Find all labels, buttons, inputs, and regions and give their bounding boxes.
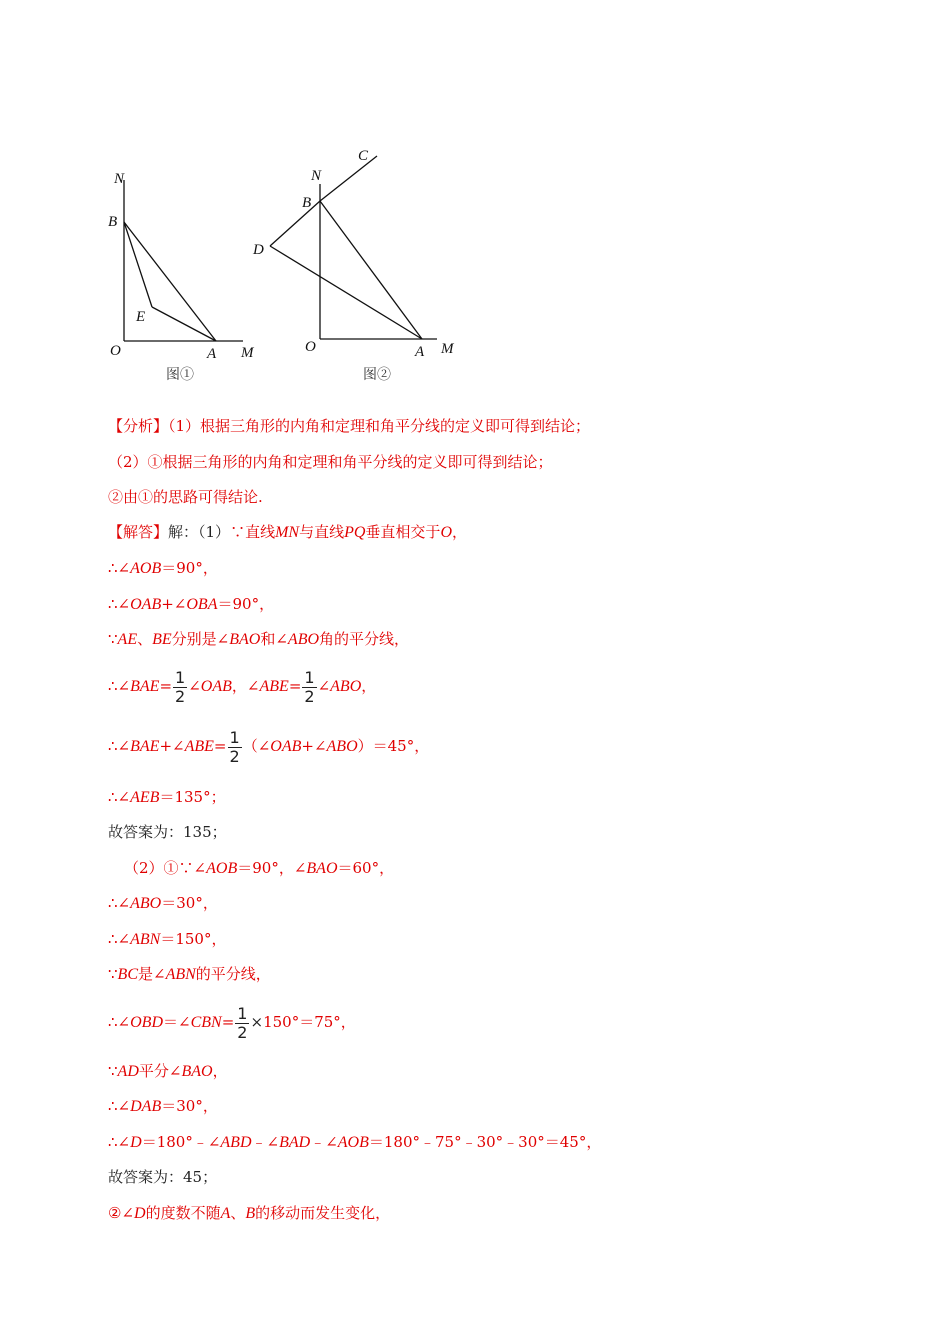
solution-line-3 [108,594,274,615]
var: AE [117,631,138,648]
solution-line-16 [108,1132,601,1153]
text: = [288,677,302,695]
text: 是∠ [138,965,166,983]
analysis-text-3: ②由①的思路可得结论. [108,488,263,506]
text: ∠ [317,677,331,695]
text: ∴∠ [108,788,131,806]
segment-ba [320,201,422,339]
text: +∠ [159,737,185,755]
var: OBA [186,596,218,613]
text: ＝180°﹣75°﹣30°﹣30°＝45°， [368,1133,602,1151]
solution-line-10 [108,893,218,914]
text: ∵ [108,1062,118,1080]
text: ∵ [108,630,118,648]
text: ＝90°， [217,595,275,613]
text: ， [452,523,468,541]
text: 的度数不随 [145,1204,221,1222]
figure-2 [240,140,470,390]
text: ∴∠ [108,930,131,948]
analysis-tag: 【分析】 [108,417,169,435]
text: ∴∠ [108,737,131,755]
var: BAE [130,738,160,755]
label-b: B [302,195,312,211]
fraction-half [235,1005,249,1042]
var: OAB [130,596,162,613]
analysis-text-1: （1）根据三角形的内角和定理和角平分线的定义即可得到结论； [168,417,591,435]
var: ABE [184,738,214,755]
segment-ea [152,307,216,341]
var: ABN [165,966,196,983]
text: ＝90°， [161,559,218,577]
solution-line-12 [108,964,271,985]
var: PQ [344,524,366,541]
solution-line-5 [108,666,376,707]
text: ∴∠ [108,894,131,912]
text: ②∠ [108,1204,135,1222]
fraction-half [302,669,316,706]
var: B [245,1205,256,1222]
text: = [159,677,173,695]
text: 分别是∠ [171,630,230,648]
var: ABO [330,678,362,695]
text: 与直线 [299,523,345,541]
var: BAD [279,1134,311,1151]
denominator: 2 [304,686,315,706]
var: AOB [337,1134,369,1151]
text: 的平分线， [195,965,271,983]
segment-da [270,246,422,339]
segment-bd [270,201,320,246]
text: ＝60°， [337,859,395,877]
text: ＝30°， [161,1097,218,1115]
label-n: N [311,168,322,184]
var: BC [117,966,138,983]
solution-line-17 [108,1167,217,1187]
solution-line-15 [108,1096,218,1117]
solution-line-18 [108,1203,390,1224]
text: 150°＝75°， [263,1013,356,1031]
label-e: E [136,309,146,325]
text: （2）①∵∠ [124,859,207,877]
label-o: O [305,339,316,355]
solution-line-6 [108,726,429,767]
var: DAB [130,1098,162,1115]
var: AOB [130,560,162,577]
solution-line-11 [108,929,226,950]
text: 、 [230,1204,246,1222]
solution-line-8 [108,822,227,842]
segment-be [124,222,152,307]
solution-line-7 [108,787,226,808]
analysis-line-2 [108,452,553,472]
text: ， [212,1062,228,1080]
var: OAB [200,678,232,695]
analysis-line-1 [108,416,590,436]
text: ∠ [188,677,201,695]
figure-2-diagram [240,140,470,390]
figure-1-caption: 图① [166,368,194,383]
answer-text: 故答案为：135； [108,823,227,841]
label-c: C [358,148,369,164]
text: ＝30°， [161,894,218,912]
solution-line-2 [108,558,218,579]
text: 垂直相交于 [365,523,441,541]
text: （∠ [242,737,271,755]
var: AOB [206,860,238,877]
text: ， [361,677,377,695]
text: ∴∠ [108,559,131,577]
solution-line-1 [108,522,467,543]
var: BE [152,631,172,648]
text: ＝180°﹣∠ [141,1133,221,1151]
solution-tag: 【解答】 [108,523,169,541]
var: BAO [229,631,261,648]
solution-line-4 [108,629,409,650]
figure-2-caption: 图② [363,368,391,383]
text: ﹣∠ [310,1133,338,1151]
solution-line-9 [124,858,394,879]
denominator: 2 [229,746,240,766]
text: ﹣∠ [251,1133,280,1151]
label-a: A [207,346,217,362]
label-o: O [110,343,121,359]
solution-line-14 [108,1061,228,1082]
ray-bc [320,156,377,201]
label-d: D [253,242,264,258]
var: CBN [190,1014,222,1031]
text: ∵直线 [230,523,276,541]
text: 解：（1） [168,523,231,541]
text: 、 [137,630,153,648]
label-m: M [241,345,254,361]
var: ABO [326,738,358,755]
text: = [221,1013,235,1031]
text: ∴∠ [108,1133,131,1151]
answer-text: 故答案为：45； [108,1168,218,1186]
var: D [130,1134,142,1151]
text: ＝150°， [160,930,227,948]
var: ABD [220,1134,252,1151]
denominator: 2 [175,686,186,706]
var: OBD [130,1014,164,1031]
var: AEB [130,789,160,806]
text: = [213,737,227,755]
text: ∵ [108,965,118,983]
label-n: N [114,171,125,187]
text: 平分∠ [138,1062,182,1080]
text: 的移动而发生变化， [255,1204,391,1222]
var: D [134,1205,146,1222]
var: AD [117,1063,139,1080]
text: ∴∠ [108,1013,131,1031]
var: ABO [287,631,320,648]
analysis-line-3 [108,487,263,507]
var: BAE [130,678,160,695]
text: ＝∠ [163,1013,191,1031]
var: ABN [130,931,161,948]
label-b: B [108,214,118,230]
var: BAO [306,860,338,877]
numerator: 1 [175,667,186,687]
denominator: 2 [237,1022,248,1042]
text: ＝135°； [159,788,226,806]
text: ∴∠ [108,595,131,613]
label-a: A [415,344,425,360]
fraction-half [228,729,242,766]
var: OAB [270,738,302,755]
text: ，∠ [231,677,260,695]
var: ABO [130,895,162,912]
text: ＝90°，∠ [237,859,307,877]
label-m: M [441,341,454,357]
numerator: 1 [229,727,240,747]
text: ∴∠ [108,677,131,695]
text: ）＝45°， [357,737,430,755]
numerator: 1 [304,667,315,687]
solution-line-13 [108,1002,356,1043]
text: +∠ [301,737,327,755]
text: 和∠ [260,630,288,648]
var: MN [275,524,300,541]
text: ∴∠ [108,1097,131,1115]
text: +∠ [161,595,187,613]
analysis-text-2: （2）①根据三角形的内角和定理和角平分线的定义即可得到结论； [108,453,553,471]
text: 角的平分线， [319,630,410,648]
var: ABE [259,678,289,695]
var: O [440,524,452,541]
times-sign: × [250,1013,264,1031]
fraction-half [173,669,187,706]
var: BAO [181,1063,213,1080]
numerator: 1 [237,1003,248,1023]
var: A [220,1205,231,1222]
